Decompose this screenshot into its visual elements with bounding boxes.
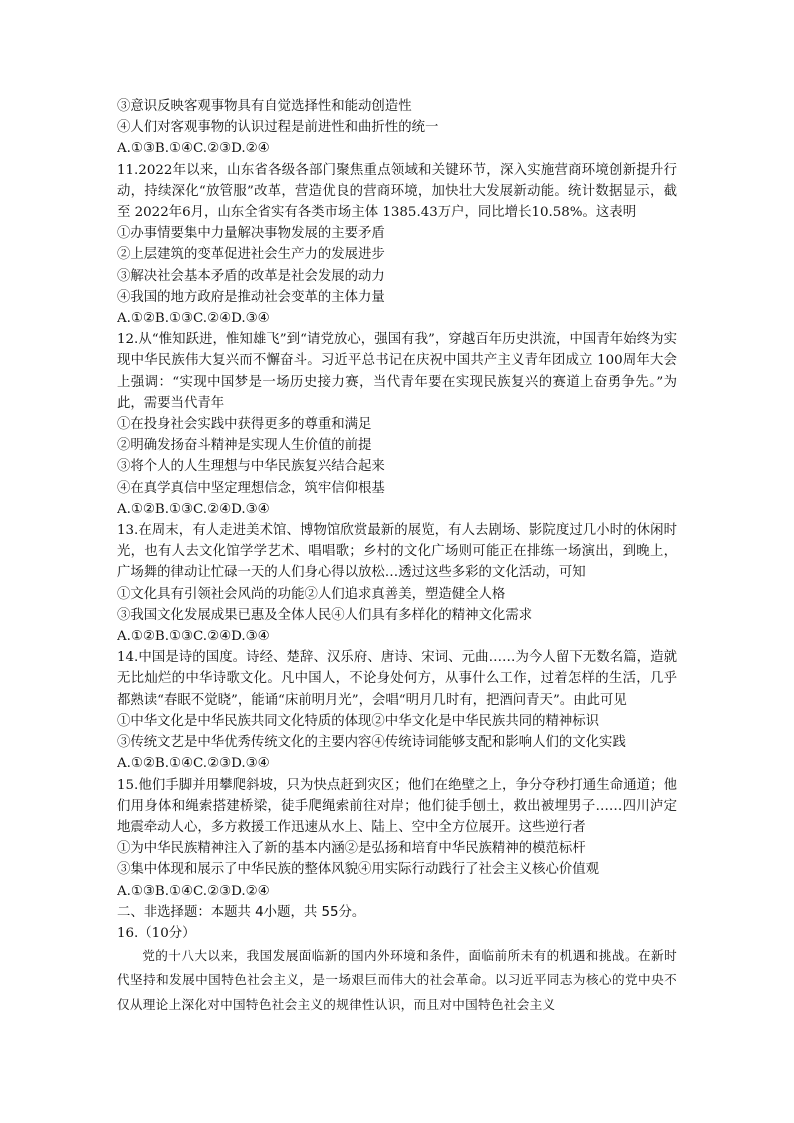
q12-stem: 12.从“惟知跃进，惟知雄飞”到“请党放心，强国有我”，穿越百年历史洪流，中国青年始终为实现中华民族伟大复兴而不懈奋斗。习近平总书记在庆祝中国共产主义青年团成立 100周年大会上强调：“实现中国梦是一场历史接力赛，当代青年要在实现民族复兴的赛道上奋勇争先。”为此，需要当代青年 [117, 332, 677, 411]
q15-options-row-2: ③集中体现和展示了中华民族的整体风貌④用实际行动践行了社会主义核心价值观 [117, 862, 600, 878]
q12-option-1: ①在投身社会实践中获得更多的尊重和满足 [117, 417, 372, 433]
q14-options-row-1: ①中华文化是中华民族共同文化特质的体现②中华文化是中华民族共同的精神标识 [117, 713, 600, 729]
q12-answers: A.①②B.①③C.②④D.③④ [117, 501, 270, 517]
q11-option-1: ①办事情要集中力量解决事物发展的主要矛盾 [117, 226, 385, 242]
q15-stem: 15.他们手脚并用攀爬斜坡，只为快点赶到灾区；他们在绝壁之上，争分夺秒打通生命通道；他们用身体和绳索搭建桥梁，徒手爬绳索前往对岸；他们徒手刨土，救出被埋男子……四川泸定地震牵动人心，多方救援工作迅速从水上、陆上、空中全方位展开。这些逆行者 [117, 777, 677, 835]
q11-option-4: ④我国的地方政府是推动社会变革的主体力量 [117, 289, 385, 305]
q12-option-2: ②明确发扬奋斗精神是实现人生价值的前提 [117, 438, 372, 454]
q13-options-row-2: ③我国文化发展成果已惠及全体人民④人们具有多样化的精神文化需求 [117, 607, 533, 623]
q15-options-row-1: ①为中华民族精神注入了新的基本内涵②是弘扬和培育中华民族精神的模范标杆 [117, 841, 586, 857]
q11-answers: A.①②B.①③C.②④D.③④ [117, 311, 270, 327]
q14-answers: A.①②B.①④C.②③D.③④ [117, 756, 270, 772]
q12-option-4: ④在真学真信中坚定理想信念，筑牢信仰根基 [117, 480, 385, 496]
q14-stem: 14.中国是诗的国度。诗经、楚辞、汉乐府、唐诗、宋词、元曲……为今人留下无数名篇，造就无比灿烂的中华诗歌文化。凡中国人，不论身处何方，从事什么工作，过着怎样的生活，几乎都熟读“春眠不觉晓”，能诵“床前明月光”，会唱“明月几时有，把酒问青天”。由此可见 [117, 650, 677, 708]
q16-material: 党的十八大以来，我国发展面临新的国内外环境和条件，面临前所未有的机遇和挑战。在新时代坚持和发展中国特色社会主义，是一场艰巨而伟大的社会革命。以习近平同志为核心的党中央不仅从理论上深化对中国特色社会主义的规律性认识，而且对中国特色社会主义 [117, 948, 677, 1012]
q11-option-2: ②上层建筑的变革促进社会生产力的发展进步 [117, 247, 385, 263]
q11-stem: 11.2022年以来，山东省各级各部门聚焦重点领域和关键环节，深入实施营商环境创新提升行动，持续深化“放管服”改革，营造优良的营商环境，加快壮大发展新动能。统计数据显示，截至 2022年6月，山东全省实有各类市场主体 1385.43万户，同比增长10.58%。这表明 [117, 162, 677, 221]
q10-option-4: ④人们对客观事物的认识过程是前进性和曲折性的统一 [117, 120, 439, 136]
exam-page [117, 96, 677, 1017]
q15-answers: A.①③B.①④C.②③D.②④ [117, 883, 270, 899]
q16-title: 16.（10分） [117, 925, 196, 941]
q13-answers: A.①②B.①③C.②④D.③④ [117, 629, 270, 645]
q14-options-row-2: ③传统文艺是中华优秀传统文化的主要内容④传统诗词能够支配和影响人们的文化实践 [117, 735, 626, 751]
q10-option-3: ③意识反映客观事物具有自觉选择性和能动创造性 [117, 99, 412, 114]
q11-option-3: ③解决社会基本矛盾的改革是社会发展的动力 [117, 268, 385, 284]
q12-option-3: ③将个人的人生理想与中华民族复兴结合起来 [117, 459, 385, 475]
q10-answers: A.①③B.①④C.②③D.②④ [117, 141, 270, 157]
q13-stem: 13.在周末，有人走进美术馆、博物馆欣赏最新的展览，有人去剧场、影院度过几小时的休闲时光，也有人去文化馆学学艺术、唱唱歌；乡村的文化广场则可能正在排练一场演出，到晚上，广场舞的律动让忙碌一天的人们身心得以放松…透过这些多彩的文化活动，可知 [117, 523, 677, 581]
section-2-title: 二、非选择题：本题共 4小题，共 55分。 [117, 904, 366, 920]
q13-options-row-1: ①文化具有引领社会风尚的功能②人们追求真善美，塑造健全人格 [117, 586, 506, 602]
